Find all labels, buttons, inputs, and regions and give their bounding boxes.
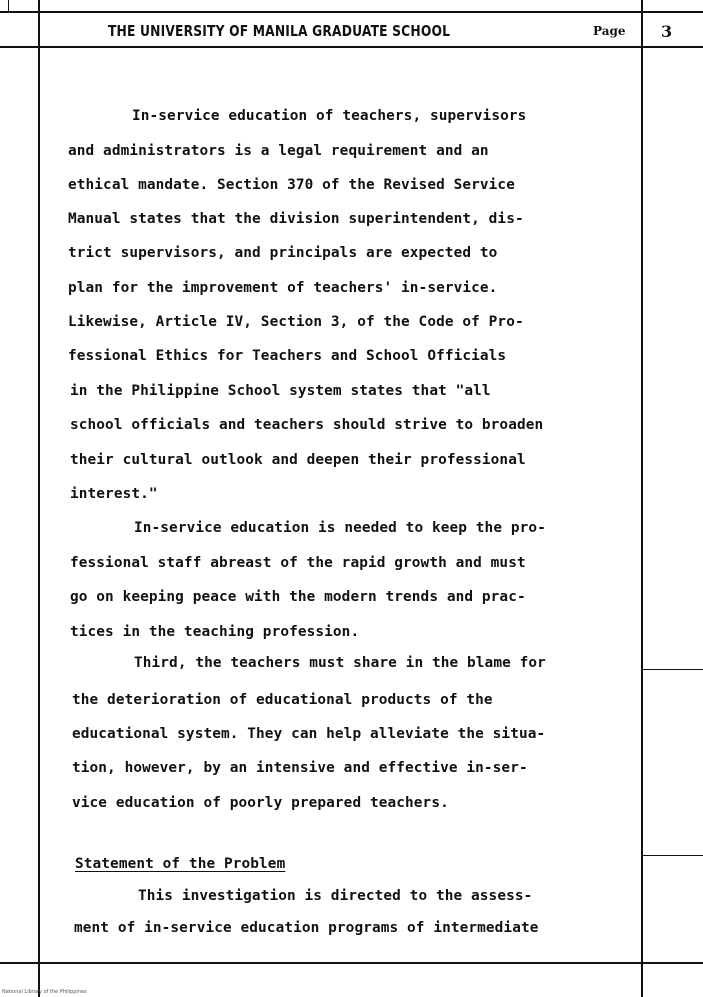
text-line: ethical mandate. Section 370 of the Revised Service <box>68 177 515 193</box>
page-label: Page <box>593 24 626 38</box>
bottom-rule <box>0 962 703 964</box>
text-line: the deterioration of educational products of the <box>72 692 493 708</box>
left-margin-rule <box>38 0 40 997</box>
text-line: In-service education is needed to keep the pro- <box>134 520 546 536</box>
page-title: THE UNIVERSITY OF MANILA GRADUATE SCHOOL <box>108 22 451 40</box>
text-line: educational system. They can help alleviate the situa- <box>72 726 546 742</box>
text-line: Third, the teachers must share in the blame for <box>134 655 546 671</box>
text-line: in the Philippine School system states that "all <box>70 383 491 399</box>
text-line: tices in the teaching profession. <box>70 624 360 640</box>
text-line: tion, however, by an intensive and effective in-ser- <box>72 760 528 776</box>
text-line: plan for the improvement of teachers' in-service. <box>68 280 498 296</box>
text-line: In-service education of teachers, supervisors <box>132 108 527 124</box>
text-line: fessional Ethics for Teachers and School Officials <box>68 348 507 364</box>
text-line: fessional staff abreast of the rapid growth and must <box>70 555 526 571</box>
page-number: 3 <box>661 22 673 41</box>
right-margin-rule <box>641 0 643 997</box>
header-bottom-rule <box>0 46 703 48</box>
text-line: trict supervisors, and principals are expected to <box>68 245 498 261</box>
text-line: ment of in-service education programs of intermediate <box>74 920 539 936</box>
text-line: This investigation is directed to the assess- <box>138 888 533 904</box>
text-line: go on keeping peace with the modern trends and prac- <box>70 589 526 605</box>
text-line: Likewise, Article IV, Section 3, of the Code of Pro- <box>68 314 524 330</box>
header-top-rule <box>0 11 703 13</box>
section-heading: Statement of the Problem <box>75 856 286 872</box>
footer-credit: National Library of the Philippines <box>2 989 87 995</box>
text-line: their cultural outlook and deepen their professional <box>70 452 526 468</box>
text-line: interest." <box>70 486 158 502</box>
left-edge-tick <box>8 0 9 12</box>
text-line: vice education of poorly prepared teachers. <box>72 795 449 811</box>
text-line: and administrators is a legal requirement and an <box>68 143 489 159</box>
right-margin-tick-lower <box>642 855 703 856</box>
text-line: Manual states that the division superintendent, dis- <box>68 211 524 227</box>
text-line: school officials and teachers should strive to broaden <box>70 417 544 433</box>
right-margin-tick-upper <box>642 669 703 670</box>
